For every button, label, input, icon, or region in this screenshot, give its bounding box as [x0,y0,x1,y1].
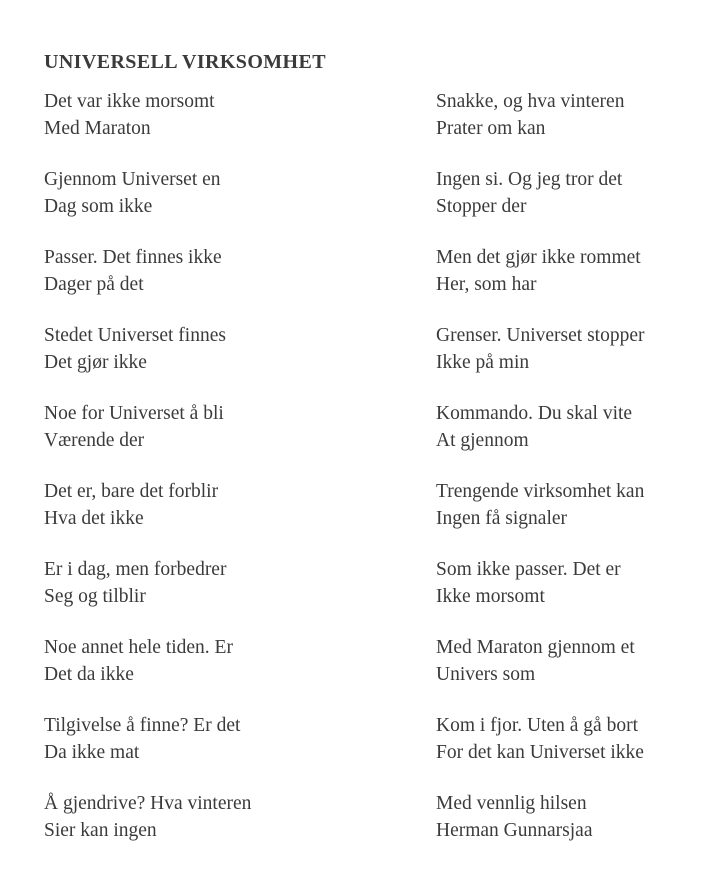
verse-line: Gjennom Universet en [44,169,221,190]
stanza [44,400,424,454]
stanza [44,634,424,688]
verse-line: Stedet Universet finnes [44,325,226,346]
verse-line: Herman Gunnarsjaa [436,820,593,841]
verse-line: Med Maraton gjennom et [436,637,635,658]
verse-line: Kom i fjor. Uten å gå bort [436,715,638,736]
stanza [44,556,424,610]
verse-line: Det er, bare det forblir [44,481,219,502]
verse-line: Passer. Det finnes ikke [44,247,222,268]
verse-line: Er i dag, men forbedrer [44,559,227,580]
verse-line: Her, som har [436,274,537,295]
verse-line: Univers som [436,664,536,685]
stanza [436,790,711,844]
verse-line: Det gjør ikke [44,352,147,373]
verse-line: Ikke på min [436,352,530,373]
stanza [436,478,711,532]
stanza [44,166,424,220]
verse-line: Tilgivelse å finne? Er det [44,715,241,736]
verse-line: Noe annet hele tiden. Er [44,637,233,658]
stanza [44,712,424,766]
verse-line: Kommando. Du skal vite [436,403,633,424]
stanza [436,244,711,298]
verse-line: At gjennom [436,430,529,451]
verse-line: Værende der [44,430,145,451]
stanza [436,634,711,688]
verse-line: Noe for Universet å bli [44,403,224,424]
verse-line: Snakke, og hva vinteren [436,91,625,112]
stanza [436,556,711,610]
verse-line: Sier kan ingen [44,820,157,841]
verse-line: Grenser. Universet stopper [436,325,645,346]
verse-line: Det var ikke morsomt [44,91,215,112]
verse-line: Prater om kan [436,118,546,139]
verse-line: Trengende virksomhet kan [436,481,645,502]
stanza [436,712,711,766]
right-column [436,88,711,844]
verse-line: Stopper der [436,196,527,217]
verse-line: Da ikke mat [44,742,140,763]
stanza [436,400,711,454]
stanza [44,244,424,298]
stanza [44,478,424,532]
verse-line: Ingen si. Og jeg tror det [436,169,623,190]
verse-line: Dag som ikke [44,196,153,217]
verse-line: Ingen få signaler [436,508,568,529]
verse-line: Som ikke passer. Det er [436,559,621,580]
verse-line: Det da ikke [44,664,134,685]
stanza [436,88,711,142]
left-column [44,88,424,844]
verse-line: Hva det ikke [44,508,144,529]
page-title: UNIVERSELL VIRKSOMHET [44,51,326,74]
stanza [44,790,424,844]
stanza [436,166,711,220]
verse-line: Med vennlig hilsen [436,793,587,814]
stanza [44,322,424,376]
verse-line: Å gjendrive? Hva vinteren [44,793,252,814]
stanza [436,322,711,376]
verse-line: Dager på det [44,274,144,295]
verse-line: For det kan Universet ikke [436,742,644,763]
stanza [44,88,424,142]
verse-line: Seg og tilblir [44,586,146,607]
verse-line: Med Maraton [44,118,151,139]
verse-line: Ikke morsomt [436,586,545,607]
verse-line: Men det gjør ikke rommet [436,247,641,268]
